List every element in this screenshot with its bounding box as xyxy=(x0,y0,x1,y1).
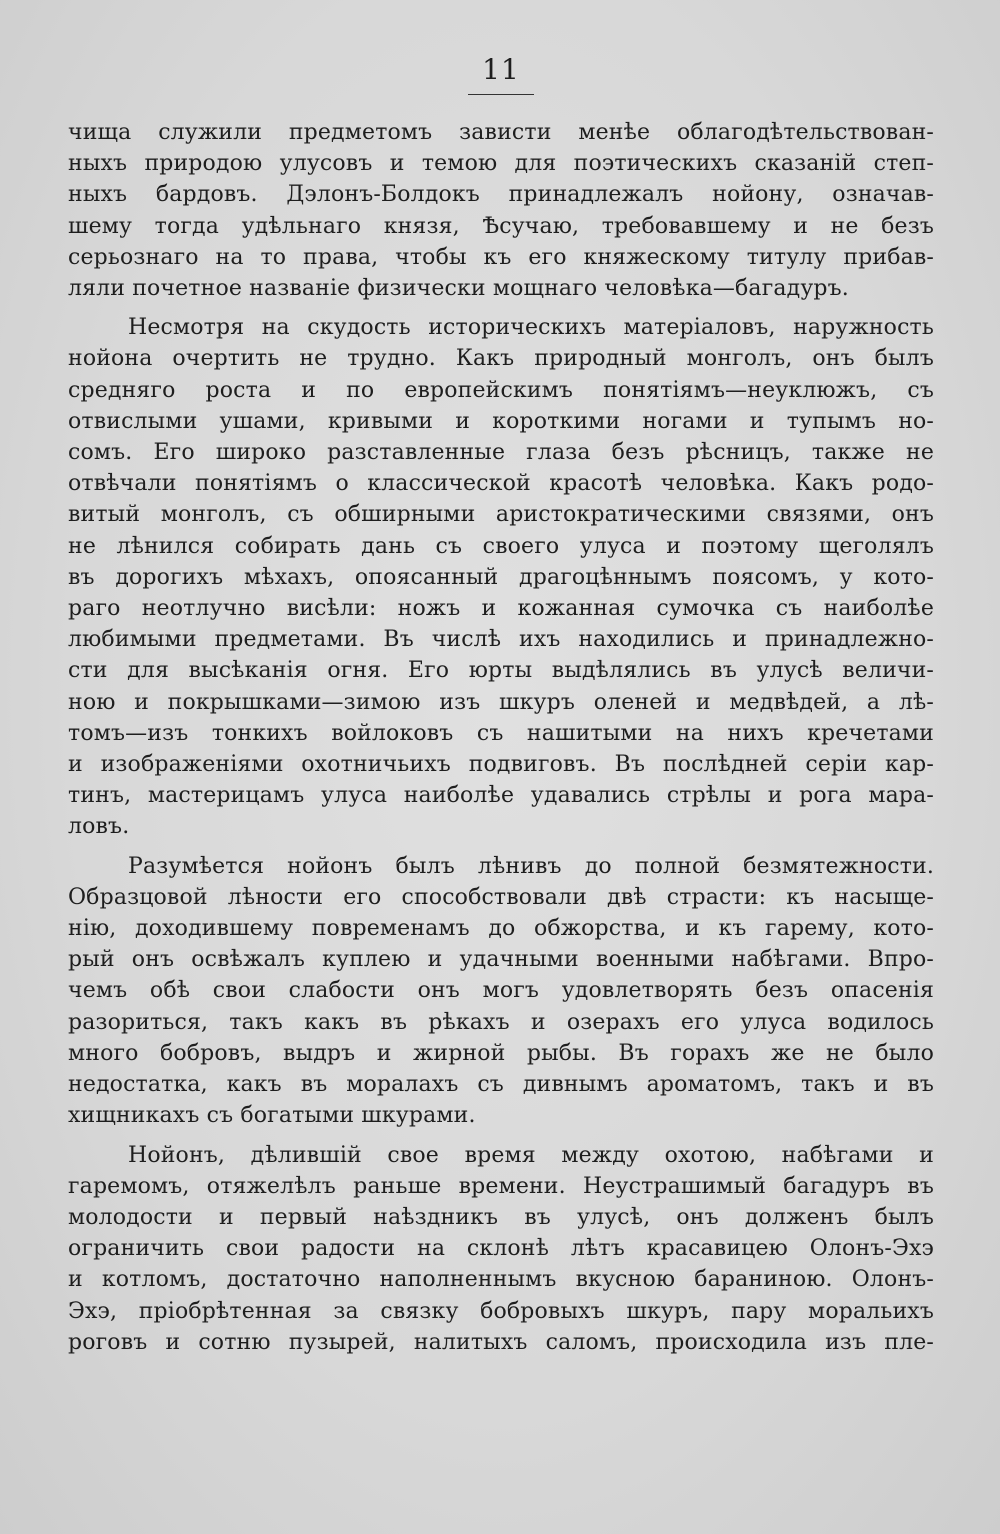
page-number: 11 xyxy=(482,53,520,86)
text-line: нію, доходившему повременамъ до обжорства, и къ гарему, кото- xyxy=(68,916,934,942)
body-text xyxy=(68,117,934,1358)
text-line: ограничить свои радости на склонѣ лѣтъ красавицею Олонъ-Эхэ xyxy=(68,1236,934,1262)
text-line: Несмотря на скудость историческихъ матеріаловъ, наружность xyxy=(128,315,934,341)
text-line: чемъ обѣ свои слабости онъ могъ удовлетворять безъ опасенія xyxy=(68,978,934,1004)
paragraph xyxy=(68,1140,934,1358)
text-line: ныхъ природою улусовъ и темою для поэтическихъ сказаній степ- xyxy=(68,151,934,177)
text-line: разориться, такъ какъ въ рѣкахъ и озерахъ его улуса водилось xyxy=(68,1009,934,1035)
text-line: и котломъ, достаточно наполненнымъ вкусною бараниною. Олонъ- xyxy=(68,1267,934,1293)
text-line: отвѣчали понятіямъ о классической красотѣ человѣка. Какъ родо- xyxy=(68,471,934,497)
text-line: сти для высѣканія огня. Его юрты выдѣлялись въ улусѣ величи- xyxy=(68,658,934,684)
text-line: раго неотлучно висѣли: ножъ и кожанная сумочка съ наиболѣе xyxy=(68,596,934,622)
text-line: не лѣнился собирать дань съ своего улуса и поэтому щеголялъ xyxy=(68,533,934,559)
text-line: шему тогда удѣльнаго князя, Ѣсучаю, требовавшему и не безъ xyxy=(68,213,934,239)
text-line: ляли почетное названіе физически мощнаго человѣка—багадуръ. xyxy=(68,276,849,302)
text-line: средняго роста и по европейскимъ понятіямъ—неуклюжъ, съ xyxy=(68,377,934,403)
page-number-rule xyxy=(468,94,534,95)
text-line: роговъ и сотню пузырей, налитыхъ саломъ, происходила изъ пле- xyxy=(68,1329,934,1355)
text-line: сомъ. Его широко разставленные глаза безъ рѣсницъ, также не xyxy=(68,440,934,466)
text-line: Разумѣется нойонъ былъ лѣнивъ до полной безмятежности. xyxy=(128,853,934,879)
text-line: Нойонъ, дѣлившій свое время между охотою, набѣгами и xyxy=(128,1142,934,1168)
text-line: нойона очертить не трудно. Какъ природный монголъ, онъ былъ xyxy=(68,346,934,372)
text-line: любимыми предметами. Въ числѣ ихъ находились и принадлежно- xyxy=(68,627,934,653)
text-line: гаремомъ, отяжелѣлъ раньше времени. Неустрашимый багадуръ въ xyxy=(68,1173,934,1199)
text-line: Образцовой лѣности его способствовали двѣ страсти: къ насыще- xyxy=(68,884,934,910)
text-line: томъ—изъ тонкихъ войлоковъ съ нашитыми на нихъ кречетами xyxy=(68,720,934,746)
text-line: отвислыми ушами, кривыми и короткими ногами и тупымъ но- xyxy=(68,408,934,434)
text-line: и изображеніями охотничьихъ подвиговъ. Въ послѣдней серіи кар- xyxy=(68,752,934,778)
text-line: серьознаго на то права, чтобы къ его княжескому титулу прибав- xyxy=(68,244,934,270)
text-line: ловъ. xyxy=(68,814,130,840)
text-line: ныхъ бардовъ. Дэлонъ-Болдокъ принадлежалъ нойону, означав- xyxy=(68,182,934,208)
paragraph xyxy=(68,117,934,304)
text-line: тинъ, мастерицамъ улуса наиболѣе удавались стрѣлы и рога мара- xyxy=(68,783,934,809)
paragraph xyxy=(68,312,934,842)
text-line: хищникахъ съ богатыми шкурами. xyxy=(68,1103,476,1129)
text-line: рый онъ освѣжалъ куплею и удачными военными набѣгами. Впро- xyxy=(68,947,934,973)
text-line: въ дорогихъ мѣхахъ, опоясанный драгоцѣннымъ поясомъ, у кото- xyxy=(68,564,934,590)
text-line: ною и покрышками—зимою изъ шкуръ оленей и медвѣдей, а лѣ- xyxy=(68,689,934,715)
text-line: много бобровъ, выдръ и жирной рыбы. Въ горахъ же не было xyxy=(68,1040,934,1066)
text-line: чища служили предметомъ зависти менѣе облагодѣтельствован- xyxy=(68,120,934,145)
text-line: витый монголъ, съ обширными аристократическими связями, онъ xyxy=(68,502,934,528)
text-line: молодости и первый наѣздникъ въ улусѣ, онъ долженъ былъ xyxy=(68,1204,934,1230)
paragraph xyxy=(68,851,934,1132)
text-line: Эхэ, пріобрѣтенная за связку бобровыхъ шкуръ, пару моральихъ xyxy=(68,1298,934,1324)
text-line: недостатка, какъ въ моралахъ съ дивнымъ ароматомъ, такъ и въ xyxy=(68,1072,934,1098)
